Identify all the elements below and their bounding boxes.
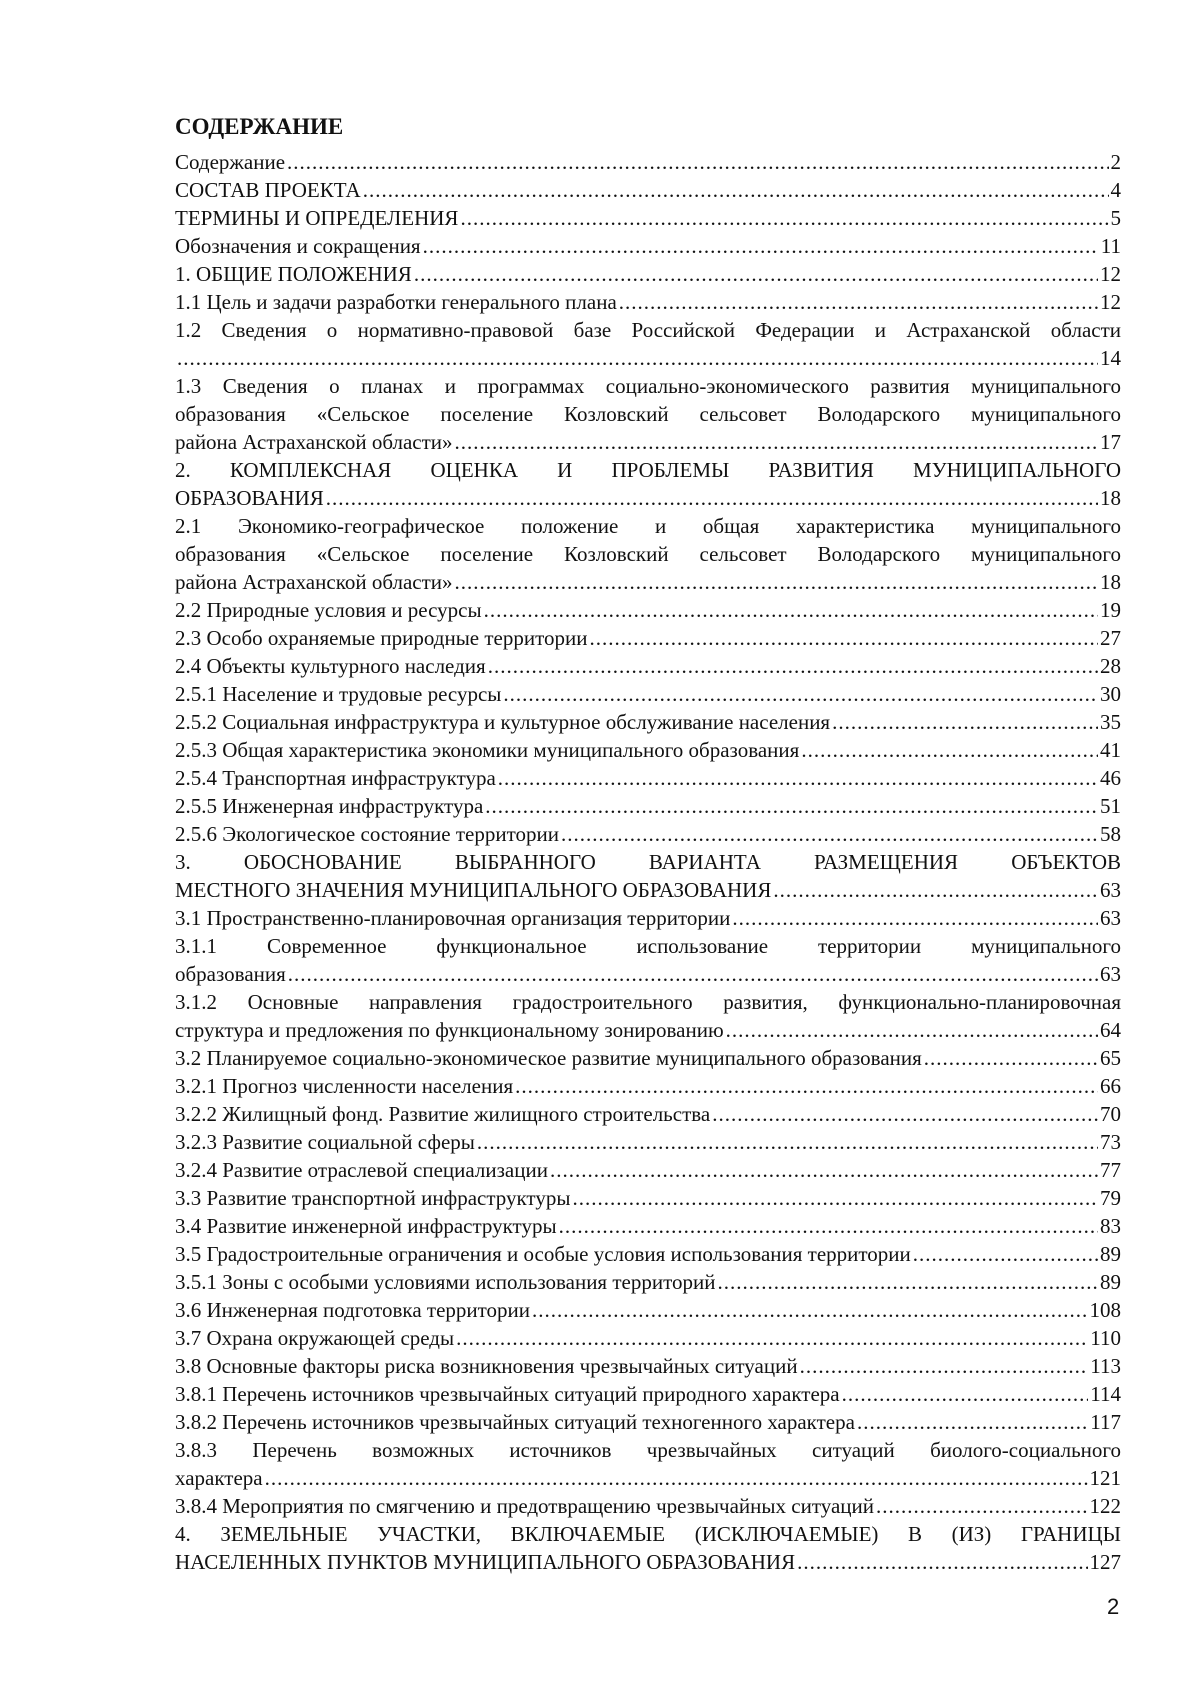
toc-entry-page: 114	[1090, 1382, 1121, 1406]
toc-entry-line: 3. ОБОСНОВАНИЕ ВЫБРАННОГО ВАРИАНТА РАЗМЕЩЕНИЯ ОБЪЕКТОВ	[175, 850, 1121, 874]
toc-entry[interactable]	[175, 372, 1121, 456]
toc-entry-text: ОБРАЗОВАНИЯ	[175, 486, 324, 510]
toc-entry[interactable]	[175, 820, 1121, 848]
toc-entry-text: 2.5.4 Транспортная инфраструктура	[175, 766, 496, 790]
dot-leader	[590, 624, 1099, 652]
toc-entry-line: 3.8.3 Перечень возможных источников чрезвычайных ситуаций биолого-социального	[175, 1438, 1121, 1462]
toc-entry-page: 63	[1100, 962, 1121, 986]
toc-entry-text: района Астраханской области»	[175, 570, 453, 594]
dot-leader	[363, 176, 1109, 204]
dot-leader	[732, 904, 1098, 932]
toc-entry-row	[175, 1296, 1121, 1324]
dot-leader	[177, 344, 1098, 372]
toc-entry-text: характера	[175, 1466, 263, 1490]
toc-entry-text: 3.8 Основные факторы риска возникновения чрезвычайных ситуаций	[175, 1354, 798, 1378]
toc-entry-page: 51	[1100, 794, 1121, 818]
toc-entry-page: 70	[1100, 1102, 1121, 1126]
toc-entry-text: 2.5.3 Общая характеристика экономики муниципального образования	[175, 738, 800, 762]
dot-leader	[477, 1128, 1098, 1156]
toc-entry-row	[175, 680, 1121, 708]
toc-entry-row	[175, 176, 1121, 204]
toc-entry-text: ТЕРМИНЫ И ОПРЕДЕЛЕНИЯ	[175, 206, 459, 230]
toc-entry-text: образования	[175, 962, 286, 986]
dot-leader	[287, 148, 1108, 176]
toc-entry-text: 3.2 Планируемое социально-экономическое развитие муниципального образования	[175, 1046, 922, 1070]
toc-entry-row	[175, 876, 1121, 904]
toc-entry-line: 1.2 Сведения о нормативно-правовой базе Российской Федерации и Астраханской области	[175, 318, 1121, 342]
toc-entry-page: 4	[1110, 178, 1121, 202]
toc-entry[interactable]	[175, 1240, 1121, 1268]
toc-entry-page: 64	[1100, 1018, 1121, 1042]
toc-entry[interactable]	[175, 708, 1121, 736]
dot-leader	[423, 232, 1099, 260]
toc-entry-row	[175, 1380, 1121, 1408]
toc-entry-line: 3.1.1 Современное функциональное использование территории муниципального	[175, 934, 1121, 958]
toc-entry-text: 1.1 Цель и задачи разработки генерального плана	[175, 290, 617, 314]
toc-entry[interactable]	[175, 1268, 1121, 1296]
toc-entry-text: 1. ОБЩИЕ ПОЛОЖЕНИЯ	[175, 262, 412, 286]
toc-entry-row	[175, 1268, 1121, 1296]
toc-entry[interactable]	[175, 316, 1121, 372]
toc-entry-page: 30	[1100, 682, 1121, 706]
toc-entry-row	[175, 1184, 1121, 1212]
toc-entry-row	[175, 1072, 1121, 1100]
dot-leader	[484, 596, 1098, 624]
toc-entry-page: 89	[1100, 1242, 1121, 1266]
toc-entry[interactable]	[175, 456, 1121, 512]
toc-entry-text: 3.8.2 Перечень источников чрезвычайных ситуаций техногенного характера	[175, 1410, 855, 1434]
toc-entry[interactable]	[175, 1184, 1121, 1212]
toc-entry-text: 3.2.4 Развитие отраслевой специализации	[175, 1158, 548, 1182]
toc-entry-page: 63	[1100, 906, 1121, 930]
dot-leader	[414, 260, 1098, 288]
toc-entry-page: 79	[1100, 1186, 1121, 1210]
toc-entry-text: 2.4 Объекты культурного наследия	[175, 654, 486, 678]
toc-entry-row	[175, 960, 1121, 988]
toc-title: СОДЕРЖАНИЕ	[175, 114, 344, 139]
toc-entry-text: 3.2.3 Развитие социальной сферы	[175, 1130, 475, 1154]
toc-entry-text: структура и предложения по функциональному зонированию	[175, 1018, 724, 1042]
dot-leader	[561, 820, 1098, 848]
toc-entry[interactable]	[175, 1072, 1121, 1100]
dot-leader	[773, 876, 1098, 904]
toc-entry-text: Содержание	[175, 150, 286, 174]
dot-leader	[498, 764, 1098, 792]
dot-leader	[515, 1072, 1098, 1100]
toc-entry[interactable]	[175, 680, 1121, 708]
toc-entry[interactable]	[175, 288, 1121, 316]
dot-leader	[726, 1016, 1098, 1044]
toc-entry-page: 12	[1100, 262, 1121, 286]
dot-leader	[485, 792, 1098, 820]
toc-entry-page: 65	[1100, 1046, 1121, 1070]
toc-entry-row	[175, 344, 1121, 372]
toc-entry-row	[175, 232, 1121, 260]
toc-entry-page: 17	[1100, 430, 1121, 454]
toc-entry[interactable]	[175, 932, 1121, 988]
toc-entry-page: 121	[1089, 1466, 1121, 1490]
toc-entry[interactable]	[175, 1352, 1121, 1380]
toc-entry-text: 2.5.5 Инженерная инфраструктура	[175, 794, 484, 818]
toc-entry-row	[175, 764, 1121, 792]
toc-entry-text: 3.3 Развитие транспортной инфраструктуры	[175, 1186, 571, 1210]
toc-entry[interactable]	[175, 1492, 1121, 1520]
toc-entry[interactable]	[175, 148, 1121, 176]
toc-entry-row	[175, 708, 1121, 736]
toc-entry-row	[175, 1240, 1121, 1268]
dot-leader	[800, 1352, 1089, 1380]
toc-entry-row	[175, 1100, 1121, 1128]
dot-leader	[559, 1212, 1098, 1240]
table-of-contents	[175, 148, 1121, 1576]
toc-entry-row	[175, 1324, 1121, 1352]
toc-entry-line: образования «Сельское поселение Козловский сельсовет Володарского муниципального	[175, 542, 1121, 566]
toc-entry-row	[175, 1128, 1121, 1156]
toc-entry-text: НАСЕЛЕННЫХ ПУНКТОВ МУНИЦИПАЛЬНОГО ОБРАЗОВАНИЯ	[175, 1550, 796, 1574]
dot-leader	[712, 1100, 1098, 1128]
toc-entry-page: 19	[1100, 598, 1121, 622]
toc-entry[interactable]	[175, 1380, 1121, 1408]
toc-entry-text: 3.1 Пространственно-планировочная организация территории	[175, 906, 731, 930]
toc-entry-page: 117	[1090, 1410, 1121, 1434]
dot-leader	[265, 1464, 1088, 1492]
toc-entry[interactable]	[175, 1212, 1121, 1240]
page-number: 2	[1107, 1594, 1120, 1619]
toc-entry-row	[175, 736, 1121, 764]
toc-entry-page: 89	[1100, 1270, 1121, 1294]
toc-entry-row	[175, 288, 1121, 316]
toc-entry-row	[175, 204, 1121, 232]
dot-leader	[924, 1044, 1098, 1072]
dot-leader	[455, 568, 1098, 596]
toc-entry-row	[175, 1156, 1121, 1184]
toc-entry[interactable]	[175, 652, 1121, 680]
toc-entry-text: 3.5 Градостроительные ограничения и особые условия использования территории	[175, 1242, 911, 1266]
toc-entry-page: 63	[1100, 878, 1121, 902]
dot-leader	[326, 484, 1098, 512]
toc-entry-text: района Астраханской области»	[175, 430, 453, 454]
toc-entry-row	[175, 1016, 1121, 1044]
toc-entry-row	[175, 1408, 1121, 1436]
toc-entry-text: 3.8.4 Мероприятия по смягчению и предотвращению чрезвычайных ситуаций	[175, 1494, 874, 1518]
toc-entry-row	[175, 148, 1121, 176]
toc-entry[interactable]	[175, 792, 1121, 820]
toc-entry[interactable]	[175, 1156, 1121, 1184]
toc-entry-page: 73	[1100, 1130, 1121, 1154]
toc-entry-line: 2. КОМПЛЕКСНАЯ ОЦЕНКА И ПРОБЛЕМЫ РАЗВИТИЯ МУНИЦИПАЛЬНОГО	[175, 458, 1121, 482]
toc-entry-page: 108	[1089, 1298, 1121, 1322]
dot-leader	[797, 1548, 1087, 1576]
toc-entry[interactable]	[175, 624, 1121, 652]
toc-entry-text: СОСТАВ ПРОЕКТА	[175, 178, 361, 202]
toc-entry-page: 122	[1089, 1494, 1121, 1518]
toc-entry-line: 1.3 Сведения о планах и программах социально-экономического развития муниципального	[175, 374, 1121, 398]
toc-entry-row	[175, 1492, 1121, 1520]
toc-entry[interactable]	[175, 736, 1121, 764]
toc-entry-text: 3.5.1 Зоны с особыми условиями использования территорий	[175, 1270, 716, 1294]
dot-leader	[832, 708, 1098, 736]
toc-entry[interactable]	[175, 904, 1121, 932]
toc-entry-row	[175, 260, 1121, 288]
toc-entry-page: 18	[1100, 486, 1121, 510]
toc-entry-page: 127	[1089, 1550, 1121, 1574]
dot-leader	[717, 1268, 1098, 1296]
toc-entry-row	[175, 428, 1121, 456]
toc-entry-page: 5	[1110, 206, 1121, 230]
toc-entry-row	[175, 484, 1121, 512]
toc-entry-line: 4. ЗЕМЕЛЬНЫЕ УЧАСТКИ, ВКЛЮЧАЕМЫЕ (ИСКЛЮЧАЕМЫЕ) В (ИЗ) ГРАНИЦЫ	[175, 1522, 1121, 1546]
toc-entry[interactable]	[175, 764, 1121, 792]
dot-leader	[488, 652, 1098, 680]
dot-leader	[857, 1408, 1088, 1436]
toc-entry-row	[175, 568, 1121, 596]
toc-entry-row	[175, 792, 1121, 820]
toc-entry-page: 11	[1100, 234, 1121, 258]
toc-entry-text: 2.3 Особо охраняемые природные территории	[175, 626, 588, 650]
toc-entry-row	[175, 904, 1121, 932]
toc-entry-text: 2.5.2 Социальная инфраструктура и культурное обслуживание населения	[175, 710, 831, 734]
toc-entry-row	[175, 596, 1121, 624]
toc-entry[interactable]	[175, 1408, 1121, 1436]
toc-entry-text: 3.2.2 Жилищный фонд. Развитие жилищного строительства	[175, 1102, 711, 1126]
toc-entry[interactable]	[175, 204, 1121, 232]
toc-entry[interactable]	[175, 1100, 1121, 1128]
toc-entry-row	[175, 624, 1121, 652]
toc-entry-row	[175, 1548, 1121, 1576]
toc-entry-text: 3.2.1 Прогноз численности населения	[175, 1074, 514, 1098]
toc-entry[interactable]	[175, 1436, 1121, 1492]
dot-leader	[842, 1380, 1089, 1408]
dot-leader	[572, 1184, 1098, 1212]
toc-entry-page: 27	[1100, 626, 1121, 650]
toc-entry-text: 3.4 Развитие инженерной инфраструктуры	[175, 1214, 557, 1238]
dot-leader	[503, 680, 1098, 708]
dot-leader	[876, 1492, 1088, 1520]
toc-entry-text: 2.5.6 Экологическое состояние территории	[175, 822, 559, 846]
toc-entry-row	[175, 820, 1121, 848]
toc-entry-page: 77	[1100, 1158, 1121, 1182]
toc-entry-page: 14	[1100, 346, 1121, 370]
toc-entry[interactable]	[175, 1324, 1121, 1352]
toc-entry[interactable]	[175, 988, 1121, 1044]
toc-entry-line: 2.1 Экономико-географическое положение и общая характеристика муниципального	[175, 514, 1121, 538]
toc-entry-text: 2.2 Природные условия и ресурсы	[175, 598, 482, 622]
dot-leader	[550, 1156, 1098, 1184]
toc-entry-line: образования «Сельское поселение Козловский сельсовет Володарского муниципального	[175, 402, 1121, 426]
toc-entry-row	[175, 652, 1121, 680]
toc-entry-text: 2.5.1 Население и трудовые ресурсы	[175, 682, 502, 706]
toc-entry-text: МЕСТНОГО ЗНАЧЕНИЯ МУНИЦИПАЛЬНОГО ОБРАЗОВАНИЯ	[175, 878, 772, 902]
toc-entry-page: 41	[1100, 738, 1121, 762]
toc-entry[interactable]	[175, 260, 1121, 288]
toc-entry-row	[175, 1464, 1121, 1492]
toc-entry[interactable]	[175, 176, 1121, 204]
toc-entry-page: 35	[1100, 710, 1121, 734]
toc-entry[interactable]	[175, 1296, 1121, 1324]
toc-entry-page: 83	[1100, 1214, 1121, 1238]
toc-entry[interactable]	[175, 596, 1121, 624]
toc-entry-line: 3.1.2 Основные направления градостроительного развития, функционально-планировочная	[175, 990, 1121, 1014]
toc-entry[interactable]	[175, 1128, 1121, 1156]
toc-entry[interactable]	[175, 1520, 1121, 1576]
toc-entry[interactable]	[175, 232, 1121, 260]
dot-leader	[460, 204, 1108, 232]
toc-entry-page: 66	[1100, 1074, 1121, 1098]
toc-entry-page: 28	[1100, 654, 1121, 678]
dot-leader	[913, 1240, 1098, 1268]
dot-leader	[288, 960, 1098, 988]
toc-entry-text: 3.6 Инженерная подготовка территории	[175, 1298, 531, 1322]
toc-entry-text: Обозначения и сокращения	[175, 234, 421, 258]
toc-entry-page: 18	[1100, 570, 1121, 594]
toc-entry-page: 110	[1090, 1326, 1121, 1350]
toc-entry-page: 46	[1100, 766, 1121, 790]
dot-leader	[455, 428, 1098, 456]
toc-entry-page: 2	[1110, 150, 1121, 174]
toc-entry-text: 3.8.1 Перечень источников чрезвычайных ситуаций природного характера	[175, 1382, 840, 1406]
dot-leader	[532, 1296, 1087, 1324]
dot-leader	[456, 1324, 1088, 1352]
toc-entry-row	[175, 1212, 1121, 1240]
toc-entry[interactable]	[175, 1044, 1121, 1072]
toc-entry-page: 113	[1090, 1354, 1121, 1378]
toc-entry-row	[175, 1044, 1121, 1072]
toc-entry-text: 3.7 Охрана окружающей среды	[175, 1326, 455, 1350]
dot-leader	[801, 736, 1098, 764]
toc-entry-row	[175, 1352, 1121, 1380]
toc-entry-page: 58	[1100, 822, 1121, 846]
toc-entry[interactable]	[175, 512, 1121, 596]
toc-entry-page: 12	[1100, 290, 1121, 314]
dot-leader	[619, 288, 1098, 316]
toc-entry[interactable]	[175, 848, 1121, 904]
